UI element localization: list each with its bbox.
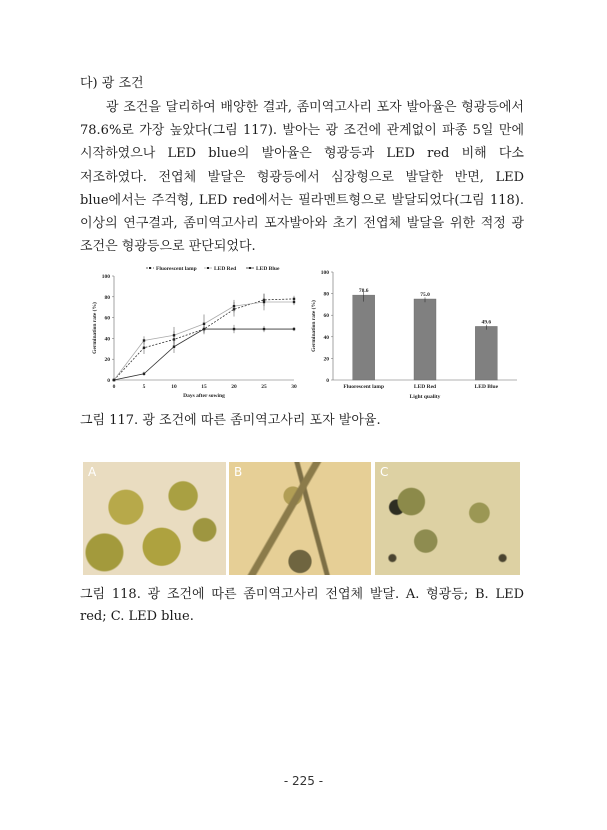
svg-text:20: 20 — [231, 384, 237, 390]
svg-text:0: 0 — [326, 378, 329, 384]
svg-text:0: 0 — [107, 378, 110, 384]
svg-text:25: 25 — [261, 384, 267, 390]
svg-text:80: 80 — [323, 291, 329, 298]
svg-text:100: 100 — [101, 274, 110, 280]
svg-text:15: 15 — [201, 384, 207, 390]
svg-text:20: 20 — [104, 357, 110, 364]
body-paragraph: 광 조건을 달리하여 배양한 결과, 좀미역고사리 포자 발아율은 형광등에서 78.6%로 가장 높았다(그림 117). 발아는 광 조건에 관계없이 파종 5일 만에 시작하였으나 LED blue의 발아율은 형광등과 LED red 비해 다소 저조하였다. 전엽체 발달은 형광등에서 심장형으로 발달한 반면, LED blue에서는 주걱형, LED red에서는 필라멘트형으로 발달되었다(그림 118). 이상의 연구결과, 좀미역고사리 포자발아와 초기 전엽체 발달을 위한 적정 광 조건은 형광등으로 판단되었다. — [80, 100, 524, 255]
svg-text:40: 40 — [104, 336, 110, 343]
panel-label: A — [88, 465, 97, 479]
figure-118-caption: 그림 118. 광 조건에 따른 좀미역고사리 전엽체 발달. A. 형광등; B. LED red; C. LED blue. — [80, 587, 524, 624]
svg-text:Days after sowing: Days after sowing — [183, 393, 225, 399]
svg-text:40: 40 — [323, 334, 329, 341]
svg-text:0: 0 — [112, 384, 116, 390]
svg-text:5: 5 — [142, 384, 146, 390]
photo-panel-c-led-blue — [375, 462, 520, 575]
svg-text:Fluorescent lamp: Fluorescent lamp — [156, 266, 197, 272]
bar-chart-germination-by-light — [305, 262, 525, 402]
photo-panel-b-led-red — [229, 462, 371, 575]
svg-text:LED Red: LED Red — [413, 384, 437, 390]
svg-text:Fluorescent lamp: Fluorescent lamp — [343, 384, 385, 390]
svg-text:75.0: 75.0 — [420, 292, 430, 298]
svg-text:Germination rate (%): Germination rate (%) — [311, 300, 317, 352]
panel-label: B — [234, 465, 243, 479]
svg-text:30: 30 — [291, 384, 297, 390]
svg-text:LED Red: LED Red — [214, 266, 237, 272]
panel-label: C — [380, 465, 389, 479]
svg-text:LED Blue: LED Blue — [256, 266, 280, 272]
page-number: - 225 - — [283, 774, 324, 788]
svg-text:78.6: 78.6 — [358, 288, 369, 295]
svg-text:Germination rate (%): Germination rate (%) — [92, 302, 98, 354]
figure-117-caption: 그림 117. 광 조건에 따른 좀미역고사리 포자 발아율. — [80, 413, 381, 428]
svg-text:60: 60 — [104, 315, 110, 322]
line-chart-germination-over-time — [86, 262, 306, 402]
svg-text:20: 20 — [323, 356, 329, 363]
svg-text:80: 80 — [104, 294, 110, 301]
svg-text:100: 100 — [320, 270, 329, 276]
svg-text:Light quality: Light quality — [409, 394, 441, 400]
section-heading: 다) 광 조건 — [80, 76, 144, 91]
photo-panel-a-fluorescent — [83, 462, 226, 575]
svg-text:49.6: 49.6 — [481, 319, 492, 326]
svg-text:10: 10 — [171, 384, 177, 390]
svg-text:LED Blue: LED Blue — [474, 384, 499, 390]
svg-text:60: 60 — [323, 313, 329, 320]
